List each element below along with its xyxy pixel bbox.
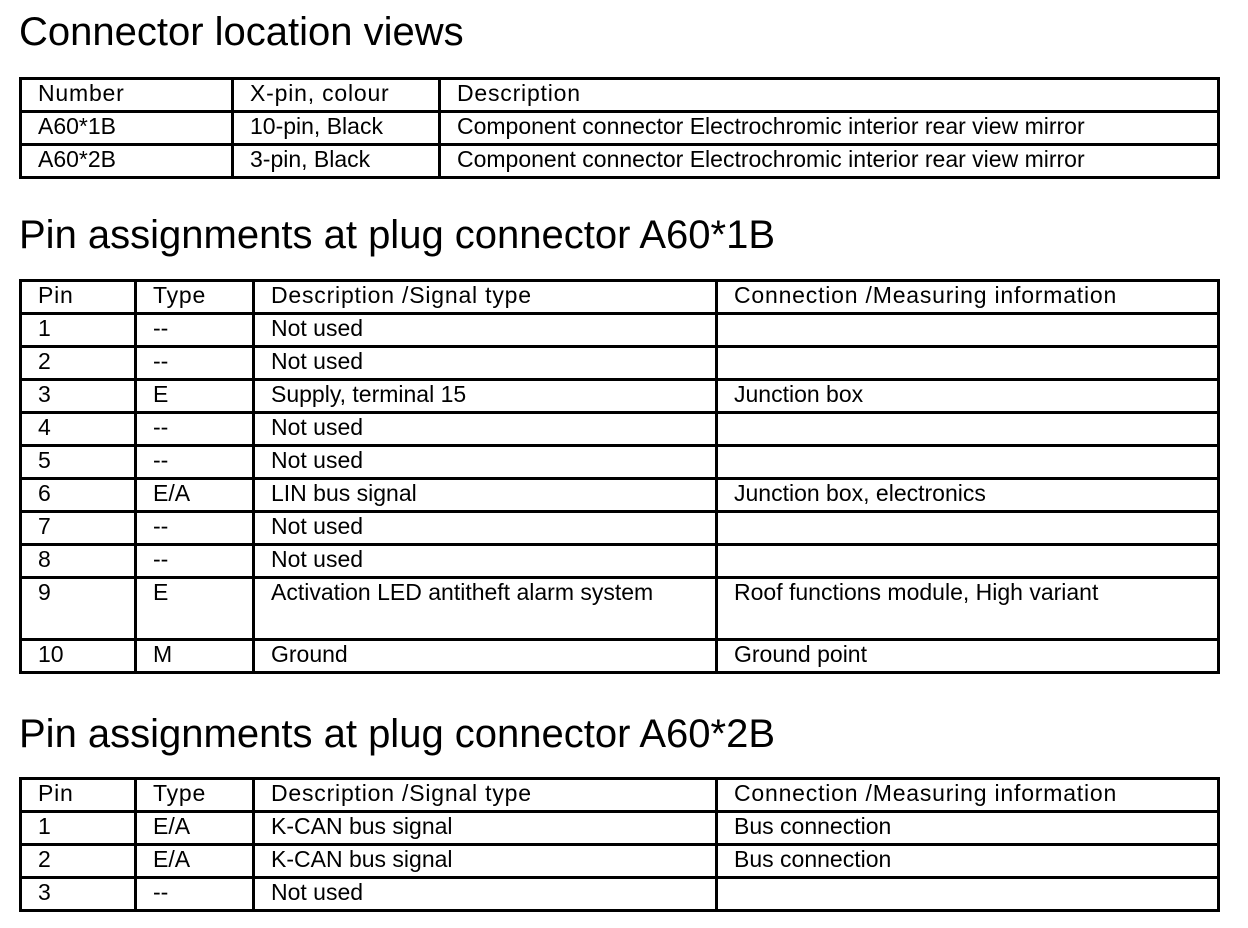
cell-type: E/A bbox=[136, 812, 254, 845]
column-header-pin: Pin bbox=[21, 779, 136, 812]
cell-pin: 9 bbox=[21, 578, 136, 640]
table-row bbox=[21, 347, 1219, 380]
cell-pin: 10 bbox=[21, 640, 136, 673]
cell-connection bbox=[717, 878, 1219, 911]
cell-number: A60*2B bbox=[21, 145, 233, 178]
cell-description: Not used bbox=[254, 512, 717, 545]
cell-type: M bbox=[136, 640, 254, 673]
cell-connection: Bus connection bbox=[717, 845, 1219, 878]
table-header-row bbox=[21, 79, 1219, 112]
table-row bbox=[21, 640, 1219, 673]
cell-pin: 5 bbox=[21, 446, 136, 479]
column-header-description-signal-type: Description /Signal type bbox=[254, 779, 717, 812]
cell-pin: 7 bbox=[21, 512, 136, 545]
cell-connection: Bus connection bbox=[717, 812, 1219, 845]
cell-pin: 8 bbox=[21, 545, 136, 578]
table-row bbox=[21, 545, 1219, 578]
cell-type: -- bbox=[136, 347, 254, 380]
pin-assignments-a60-1b-title: Pin assignments at plug connector A60*1B bbox=[19, 213, 776, 257]
cell-description: Not used bbox=[254, 545, 717, 578]
cell-type: -- bbox=[136, 446, 254, 479]
table-row bbox=[21, 145, 1219, 178]
connector-location-views-title: Connector location views bbox=[19, 10, 464, 54]
cell-type: -- bbox=[136, 314, 254, 347]
table-header-row bbox=[21, 281, 1219, 314]
cell-number: A60*1B bbox=[21, 112, 233, 145]
cell-connection: Junction box bbox=[717, 380, 1219, 413]
cell-description: LIN bus signal bbox=[254, 479, 717, 512]
table-row bbox=[21, 812, 1219, 845]
cell-connection: Roof functions module, High variant bbox=[717, 578, 1219, 640]
cell-type: -- bbox=[136, 413, 254, 446]
column-header-x-pin-colour: X-pin, colour bbox=[233, 79, 440, 112]
cell-x-pin-colour: 10-pin, Black bbox=[233, 112, 440, 145]
cell-connection bbox=[717, 413, 1219, 446]
cell-type: -- bbox=[136, 512, 254, 545]
table-row bbox=[21, 845, 1219, 878]
cell-pin: 4 bbox=[21, 413, 136, 446]
cell-type: E/A bbox=[136, 479, 254, 512]
cell-pin: 3 bbox=[21, 878, 136, 911]
column-header-connection-measuring-information: Connection /Measuring information bbox=[717, 281, 1219, 314]
cell-connection bbox=[717, 545, 1219, 578]
table-row bbox=[21, 314, 1219, 347]
cell-description: Ground bbox=[254, 640, 717, 673]
cell-connection: Junction box, electronics bbox=[717, 479, 1219, 512]
cell-pin: 1 bbox=[21, 812, 136, 845]
connector-locations-table bbox=[19, 77, 1220, 179]
cell-type: -- bbox=[136, 545, 254, 578]
column-header-description: Description bbox=[440, 79, 1219, 112]
column-header-number: Number bbox=[21, 79, 233, 112]
cell-pin: 2 bbox=[21, 845, 136, 878]
cell-description: Component connector Electrochromic interior rear view mirror bbox=[440, 112, 1219, 145]
table-row bbox=[21, 413, 1219, 446]
cell-description: Not used bbox=[254, 347, 717, 380]
cell-description: Supply, terminal 15 bbox=[254, 380, 717, 413]
table-row bbox=[21, 578, 1219, 640]
column-header-pin: Pin bbox=[21, 281, 136, 314]
column-header-type: Type bbox=[136, 281, 254, 314]
cell-connection bbox=[717, 446, 1219, 479]
cell-description: Component connector Electrochromic interior rear view mirror bbox=[440, 145, 1219, 178]
cell-x-pin-colour: 3-pin, Black bbox=[233, 145, 440, 178]
table-row bbox=[21, 380, 1219, 413]
cell-description: Not used bbox=[254, 413, 717, 446]
column-header-connection-measuring-information: Connection /Measuring information bbox=[717, 779, 1219, 812]
column-header-description-signal-type: Description /Signal type bbox=[254, 281, 717, 314]
cell-connection bbox=[717, 512, 1219, 545]
cell-type: -- bbox=[136, 878, 254, 911]
cell-type: E bbox=[136, 578, 254, 640]
cell-description: Not used bbox=[254, 878, 717, 911]
table-header-row bbox=[21, 779, 1219, 812]
cell-description: Not used bbox=[254, 446, 717, 479]
pin-assignments-a60-2b-table bbox=[19, 777, 1220, 912]
table-row bbox=[21, 878, 1219, 911]
table-row bbox=[21, 479, 1219, 512]
pin-assignments-a60-1b-table bbox=[19, 279, 1220, 674]
cell-connection bbox=[717, 347, 1219, 380]
table-row bbox=[21, 446, 1219, 479]
table-row bbox=[21, 512, 1219, 545]
cell-connection bbox=[717, 314, 1219, 347]
cell-pin: 2 bbox=[21, 347, 136, 380]
cell-pin: 1 bbox=[21, 314, 136, 347]
cell-description: Not used bbox=[254, 314, 717, 347]
cell-pin: 3 bbox=[21, 380, 136, 413]
cell-type: E bbox=[136, 380, 254, 413]
cell-description: Activation LED antitheft alarm system bbox=[254, 578, 717, 640]
cell-description: K-CAN bus signal bbox=[254, 845, 717, 878]
pin-assignments-a60-2b-title: Pin assignments at plug connector A60*2B bbox=[19, 712, 776, 756]
cell-pin: 6 bbox=[21, 479, 136, 512]
column-header-type: Type bbox=[136, 779, 254, 812]
cell-connection: Ground point bbox=[717, 640, 1219, 673]
cell-type: E/A bbox=[136, 845, 254, 878]
cell-description: K-CAN bus signal bbox=[254, 812, 717, 845]
table-row bbox=[21, 112, 1219, 145]
